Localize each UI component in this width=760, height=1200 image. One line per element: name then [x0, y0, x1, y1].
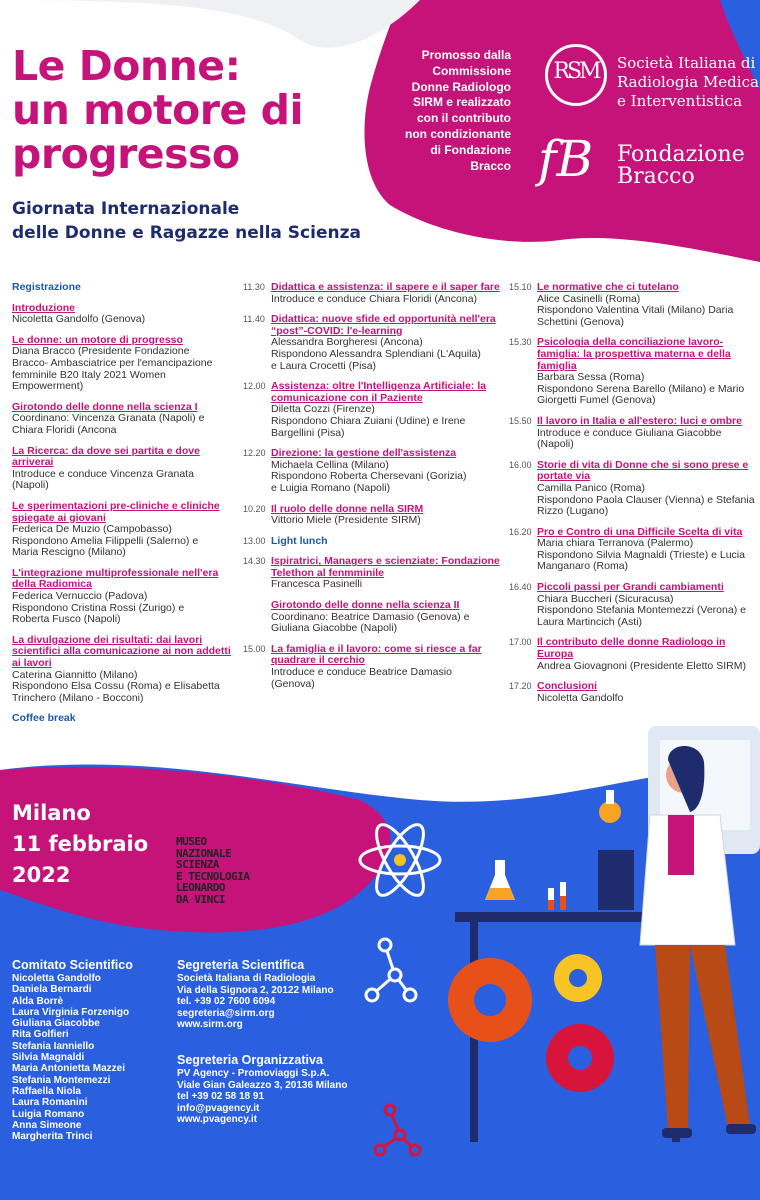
program-item — [509, 458, 760, 518]
promo-line: Commissione — [432, 63, 511, 78]
page-title — [12, 44, 372, 176]
program-item — [243, 642, 507, 690]
program-title: Assistenza: oltre l'Intelligenza Artificiale: la comunicazione con il Paziente — [271, 380, 487, 404]
program-item — [12, 568, 234, 626]
contact-line: tel +39 02 58 18 91 — [177, 1091, 265, 1102]
program-title: Il contributo delle donne Radiologo in Europa — [537, 636, 726, 661]
scientific-committee — [12, 957, 133, 1142]
program-speaker: Andrea Giovagnoni (Presidente Eletto SIRM) — [537, 659, 746, 672]
program-speaker: Maria chiara Terranova (Palermo) — [537, 537, 694, 550]
program-title: Il ruolo delle donne nella SIRM — [271, 502, 424, 515]
program-title: Le normative che ci tutelano — [537, 281, 679, 293]
program-item — [243, 502, 507, 527]
program-speaker: Bargellini (Pisa) — [271, 426, 345, 439]
organizing-secretariat-heading: Segreteria Organizzativa — [177, 1053, 323, 1067]
program-title: Piccoli passi per Grandi cambiamenti — [537, 581, 724, 594]
program-speaker: Michaela Cellina (Milano) — [271, 458, 389, 471]
committee-member: Daniela Bernardi — [12, 984, 92, 996]
program-title: Storie di vita di Donne che si sono prese e portate via — [537, 458, 749, 483]
program-speaker: Rispondono Paola Clauser (Vienna) e Stefania — [537, 493, 755, 506]
program-item — [243, 447, 507, 494]
program-item — [271, 600, 507, 635]
program-time: 16.40 — [509, 582, 532, 593]
program-speaker: Coordinano: Vincenza Granata (Napoli) e — [12, 412, 205, 425]
program-item — [243, 555, 507, 591]
email-link[interactable]: info@pvagency.it — [177, 1102, 260, 1114]
program-item — [509, 636, 760, 672]
subtitle-line: delle Donne e Ragazze nella Scienza — [12, 223, 361, 243]
program-time: 11.30 — [243, 282, 265, 292]
museum-line: NAZIONALE — [176, 846, 232, 860]
website-link[interactable]: www.sirm.org — [177, 1019, 243, 1030]
program-time: 16.00 — [509, 459, 532, 470]
committee-member: Laura Virginia Forzenigo — [12, 1006, 130, 1018]
program-title: Il lavoro in Italia e all'estero: luci e ombre — [537, 414, 742, 427]
contact-line: tel. +39 02 7600 6094 — [177, 996, 276, 1007]
program-speaker: Camilla Panico (Roma) — [537, 481, 645, 494]
sirm-name — [617, 54, 759, 111]
email-link[interactable]: segreteria@sirm.org — [177, 1007, 275, 1019]
program-title: Psicologia della conciliazione lavoro-famiglia: la prospettiva materna e della famiglia — [537, 336, 731, 372]
contact-line: PV Agency - Promoviaggi S.p.A. — [177, 1068, 330, 1079]
program-item — [509, 525, 760, 573]
program-item — [243, 313, 507, 372]
program-title: Le sperimentazioni pre-cliniche e cliniche spiegate ai giovani — [12, 499, 220, 524]
program-item — [12, 303, 234, 326]
program-speaker: Caterina Giannitto (Milano) — [12, 668, 138, 681]
sirm-name-line: Società Italiana di — [617, 54, 756, 72]
program-speaker: Rispondono Valentina Vitali (Milano) Daria — [537, 304, 734, 317]
program-time: 15.30 — [509, 337, 532, 348]
museum-line: SCIENZA — [176, 858, 219, 871]
program-speaker: Rispondono Roberta Chersevani (Gorizia) — [271, 470, 467, 483]
program-speaker: Introduce e conduce Giuliana Giacobbe — [537, 426, 722, 439]
program-item — [243, 281, 507, 305]
program-speaker: Rispondono Cristina Rossi (Zurigo) e — [12, 601, 185, 614]
program-time: 15.50 — [509, 415, 532, 426]
program-speaker: Alice Casinelli (Roma) — [537, 292, 641, 305]
program-title: La Ricerca: da dove sei partita e dove arriverai — [12, 444, 200, 469]
program-item — [12, 446, 234, 492]
program-time: 15.00 — [243, 643, 266, 654]
museum-line: E TECNOLOGIA — [176, 869, 250, 883]
scientific-secretariat — [177, 957, 334, 1031]
committee-member: Margherita Trinci — [12, 1131, 93, 1143]
program-time: 11.40 — [243, 314, 265, 325]
program-speaker: Chiara Buccheri (Sicuracusa) — [537, 592, 674, 605]
committee-member: Stefania Montemezzi — [12, 1074, 111, 1086]
program-speaker: Nicoletta Gandolfo — [537, 691, 624, 704]
program-title: Light lunch — [271, 534, 328, 547]
program-speaker: Maria Rescigno (Milano) — [12, 546, 126, 559]
committee-member: Anna Simeone — [12, 1119, 82, 1131]
program-time: 16.20 — [509, 526, 532, 537]
program-speaker: Manganaro (Roma) — [537, 560, 629, 573]
committee-member: Alda Borrè — [12, 995, 64, 1007]
organizing-secretariat — [177, 1052, 347, 1126]
promo-line: SIRM e realizzato — [412, 95, 511, 110]
microscope-icon — [598, 850, 634, 910]
fb-name-line: Bracco — [617, 164, 695, 189]
program-speaker: Vittorio Miele (Presidente SIRM) — [271, 514, 421, 527]
program-item — [243, 534, 507, 548]
sirm-logo — [545, 44, 607, 106]
program-speaker: Barbara Sessa (Roma) — [537, 371, 645, 384]
program-item — [509, 414, 760, 451]
committee-member: Stefania Ianniello — [12, 1040, 95, 1052]
program-column-2 — [243, 281, 507, 699]
program-item — [509, 281, 760, 328]
program-speaker: Empowerment) — [12, 380, 84, 393]
program-speaker: (Genova) — [271, 677, 315, 690]
website-link[interactable]: www.pvagency.it — [177, 1114, 258, 1125]
program-column-3 — [509, 281, 760, 713]
program-speaker: Francesca Pasinelli — [271, 578, 363, 591]
program-speaker: Rispondono Serena Barello (Milano) e Mario — [537, 382, 745, 395]
committee-member: Rita Golfieri — [12, 1029, 69, 1041]
program-time: 17.20 — [509, 681, 532, 692]
program-speaker: Rizzo (Lugano) — [537, 505, 609, 518]
page-subtitle — [12, 197, 412, 245]
program-item — [509, 336, 760, 407]
event-date: 11 febbraio — [12, 832, 149, 856]
promo-line: Bracco — [470, 158, 511, 173]
program-speaker: Chiara Floridi (Ancona — [12, 423, 117, 436]
program-title: Pro e Contro di una Difficile Scelta di vita — [537, 525, 743, 538]
program-time: 17.00 — [509, 637, 532, 648]
program-speaker: Rispondono Chiara Zuiani (Udine) e Irene — [271, 414, 466, 427]
program-time: 14.30 — [243, 556, 266, 567]
program-title: Girotondo delle donne nella scienza I — [12, 400, 198, 413]
program-speaker: Nicoletta Gandolfo (Genova) — [12, 313, 146, 326]
committee-member: Giuliana Giacobbe — [12, 1018, 100, 1030]
program-title: La famiglia e il lavoro: come si riesce a far quadrare il cerchio — [271, 642, 482, 667]
program-speaker: Alessandra Borgheresi (Ancona) — [271, 336, 423, 349]
program-speaker: Bracco- Ambasciatrice per l'emancipazione — [12, 356, 213, 369]
program-speaker: Diana Bracco (Presidente Fondazione — [12, 345, 190, 358]
committee-member: Silvia Magnaldi — [12, 1052, 85, 1064]
program-speaker: Trinchero (Milano - Bocconi) — [12, 691, 144, 704]
program-speaker: Coordinano: Beatrice Damasio (Genova) e — [271, 610, 470, 623]
program-speaker: (Napoli) — [537, 438, 574, 451]
contact-line: Società Italiana di Radiologia — [177, 973, 316, 984]
program-title: Girotondo delle donne nella scienza II — [271, 599, 460, 612]
program-speaker: Rispondono Alessandra Splendiani (L'Aquila) — [271, 347, 481, 360]
museum-line: LEONARDO — [176, 881, 225, 894]
museum-logo — [176, 836, 276, 905]
program-time: 12.00 — [243, 381, 266, 392]
committee-member: Laura Romanini — [12, 1097, 88, 1109]
contact-line: Viale Gian Galeazzo 3, 20136 Milano — [177, 1079, 348, 1091]
title-line: un motore di — [12, 86, 304, 134]
program-speaker: Federica De Muzio (Campobasso) — [12, 523, 172, 536]
program-item — [12, 282, 234, 294]
title-line: Le Donne: — [12, 42, 241, 90]
program-speaker: e Laura Crocetti (Pisa) — [271, 359, 377, 372]
program-item — [243, 380, 507, 439]
program-item — [509, 680, 760, 704]
program-title: Conclusioni — [537, 680, 598, 693]
program-speaker: Rispondono Silvia Magnaldi (Trieste) e Lucia — [537, 548, 745, 561]
fondazione-bracco-logo: fB — [538, 130, 594, 188]
program-title: Registrazione — [12, 281, 81, 293]
promo-line: con il contributo — [417, 111, 511, 126]
committee-member: Maria Antonietta Mazzei — [12, 1063, 125, 1075]
program-title: Didattica: nuove sfide ed opportunità nell'era “post”-COVID: l'e-learning — [271, 313, 496, 337]
program-column-1 — [12, 282, 234, 734]
program-speaker: Laura Martincich (Asti) — [537, 615, 643, 628]
contact-line: Via della Signora 2, 20122 Milano — [177, 984, 334, 996]
program-title: Direzione: la gestione dell'assistenza — [271, 447, 457, 460]
promo-line: Promosso dalla — [421, 48, 511, 62]
program-title: Le donne: un motore di progresso — [12, 333, 183, 346]
program-speaker: Giuliana Giacobbe (Napoli) — [271, 622, 398, 635]
program-title: Ispiratrici, Managers e scienziate: Fondazione Telethon al fenmminile — [271, 555, 500, 579]
title-line: progresso — [12, 130, 240, 178]
committee-member: Nicoletta Gandolfo — [12, 973, 101, 984]
program-speaker: Rispondono Amelia Filippelli (Salerno) e — [12, 534, 199, 547]
fb-name-line: Fondazione — [617, 142, 745, 167]
program-time: 10.20 — [243, 503, 266, 514]
program-title: La divulgazione dei risultati: dai lavori scientifici alla comunicazione ai non addetti ai lavori — [12, 633, 231, 670]
program-item — [12, 635, 234, 705]
event-info — [12, 798, 182, 891]
program-speaker: Introduce e conduce Beatrice Damasio — [271, 666, 452, 679]
sirm-name-line: e Interventistica — [617, 92, 743, 110]
scientific-secretariat-heading: Segreteria Scientifica — [177, 958, 305, 972]
program-title: Coffee break — [12, 712, 76, 725]
program-speaker: Introduce e conduce Vincenza Granata — [12, 467, 194, 480]
program-speaker: Schettini (Genova) — [537, 315, 624, 328]
program-speaker: Introduce e conduce Chiara Floridi (Ancona) — [271, 292, 478, 305]
program-time: 12.20 — [243, 448, 266, 459]
program-speaker: Rispondono Elsa Cossu (Roma) e Elisabetta — [12, 680, 220, 693]
subtitle-line: Giornata Internazionale — [12, 199, 240, 219]
program-speaker: Roberta Fusco (Napoli) — [12, 613, 121, 626]
program-speaker: (Napoli) — [12, 479, 49, 492]
program-speaker: Diletta Cozzi (Firenze) — [271, 403, 375, 416]
program-speaker: e Luigia Romano (Napoli) — [271, 481, 391, 494]
program-title: L'integrazione multiprofessionale nell'era della Radiomica — [12, 566, 219, 591]
museum-line: MUSEO — [176, 835, 207, 848]
committee-member: Raffaella Niola — [12, 1085, 81, 1097]
program-item — [12, 402, 234, 437]
promo-line: di Fondazione — [430, 142, 511, 157]
program-speaker: femminile B20 Italy 2021 Women — [12, 368, 166, 381]
sirm-monogram: RSM — [553, 59, 599, 84]
museum-line: DA VINCI — [176, 892, 225, 906]
program-time: 15.10 — [509, 282, 532, 292]
program-title: Didattica e assistenza: il sapere e il saper fare — [271, 281, 500, 293]
event-city: Milano — [12, 801, 91, 825]
committee-member: Luigia Romano — [12, 1108, 85, 1120]
program-speaker: Federica Vernuccio (Padova) — [12, 590, 148, 603]
program-item — [12, 713, 234, 725]
sirm-name-line: Radiologia Medica — [617, 73, 759, 91]
header-grey-blob — [0, 0, 420, 48]
promo-text — [383, 48, 511, 174]
program-title: Introduzione — [12, 301, 75, 314]
committee-heading: Comitato Scientifico — [12, 958, 133, 972]
program-item — [12, 501, 234, 559]
program-item — [12, 335, 234, 393]
promo-line: non condizionante — [405, 126, 511, 141]
fondazione-bracco-name — [617, 144, 745, 188]
promo-line: Donne Radiologo — [411, 79, 511, 94]
program-speaker: Giorgetti Fumel (Genova) — [537, 394, 656, 407]
program-speaker: Rispondono Stefania Montemezzi (Verona) e — [537, 604, 746, 617]
program-time: 13.00 — [243, 535, 266, 546]
event-year: 2022 — [12, 863, 71, 887]
program-item — [509, 581, 760, 628]
